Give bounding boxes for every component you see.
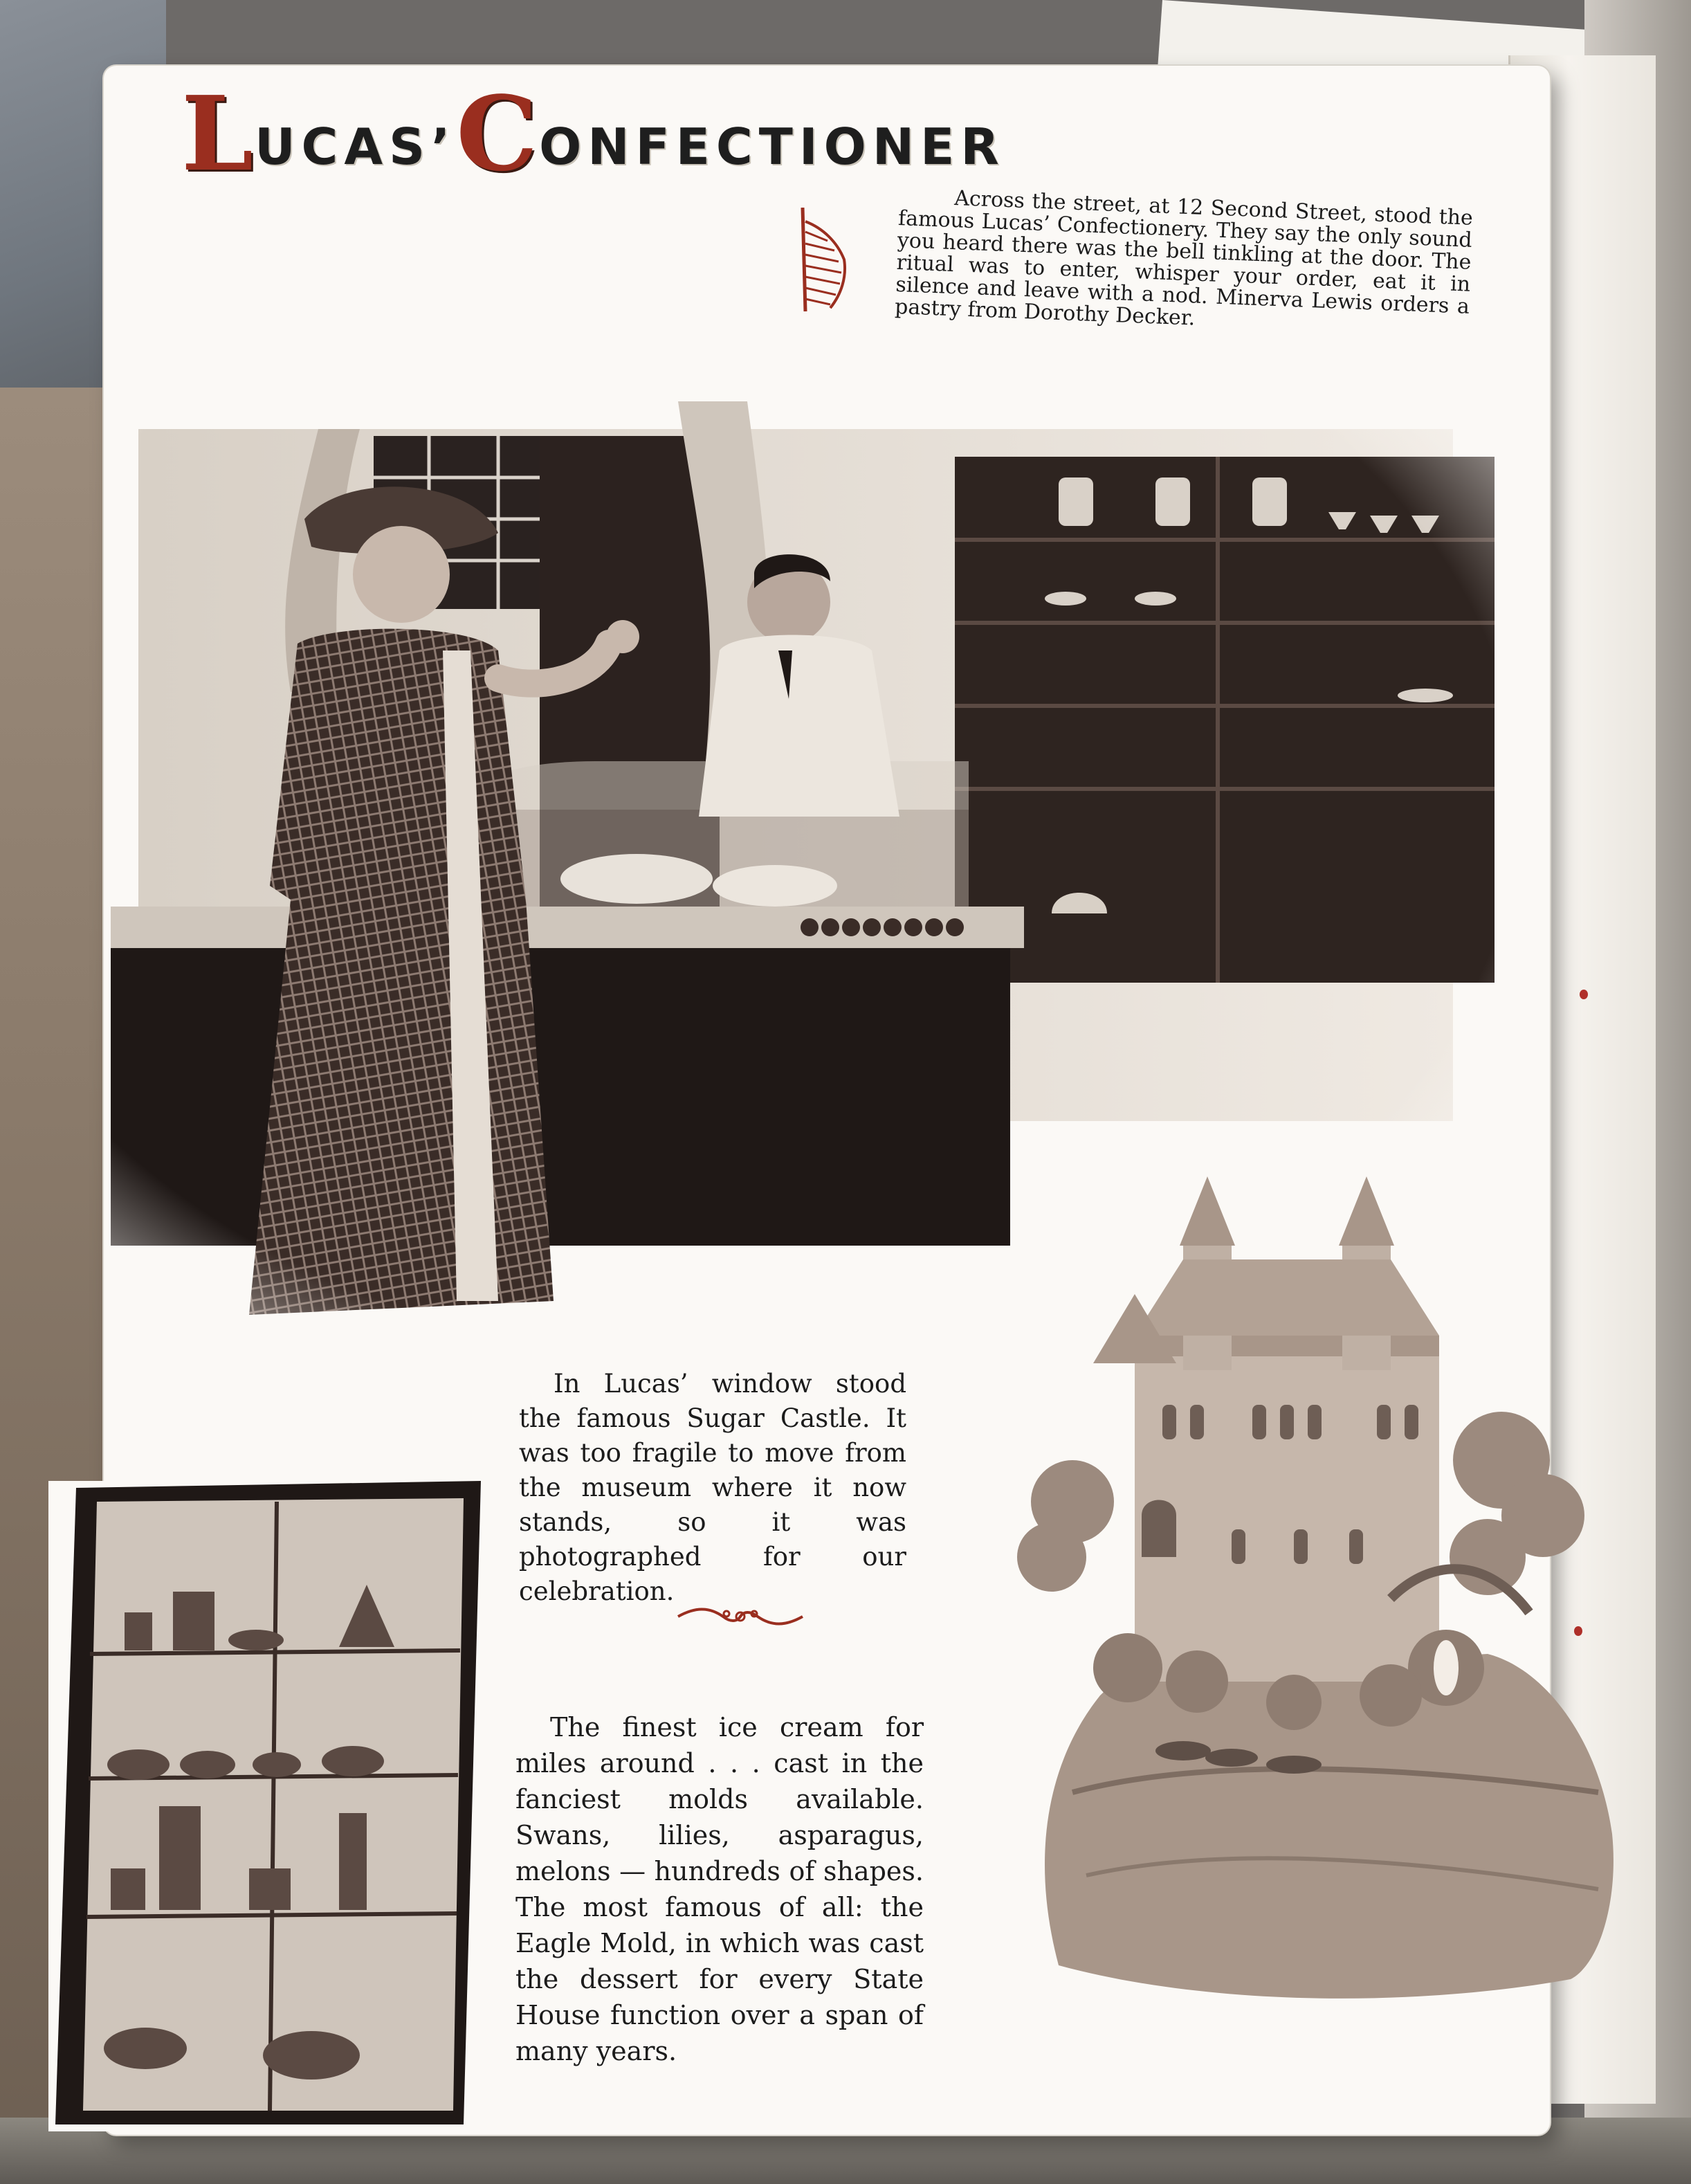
display-case-photograph xyxy=(48,1481,491,2131)
intro-paragraph: Across the street, at 12 Second Street, stood the famous Lucas’ Confectionery. They say the only sound you heard there was the bell tinkling at the door. The ritual was to enter, whisper your order, eat it in silence and leave with a nod. Minerva Lewis orders a pastry from Dorothy Decker. xyxy=(894,186,1474,331)
title-text: UCAS’ xyxy=(255,118,457,176)
page-title xyxy=(181,73,1150,194)
title-text: ONFECTIONER xyxy=(539,118,1005,176)
feather-ornament-icon xyxy=(796,208,851,311)
title-initial: L xyxy=(181,73,255,194)
title-initial: C xyxy=(456,73,540,194)
scroll-divider-icon xyxy=(675,1604,806,1629)
castle-caption: In Lucas’ window stood the famous Sugar Castle. It was too fragile to move from the museum where it now stands, so it was photographed for our celebration. xyxy=(519,1369,906,1606)
binding-stitch xyxy=(1580,990,1588,999)
sugar-castle-photograph xyxy=(1003,1170,1626,2014)
ice-cream-paragraph: The finest ice cream for miles around . . . cast in the fanciest molds available. Swans, lilies, asparagus, melons — hundreds of shapes. The most famous of all: the Eagle Mold, in which was cast the dessert for every State House function over a span of many years. xyxy=(515,1712,924,2066)
